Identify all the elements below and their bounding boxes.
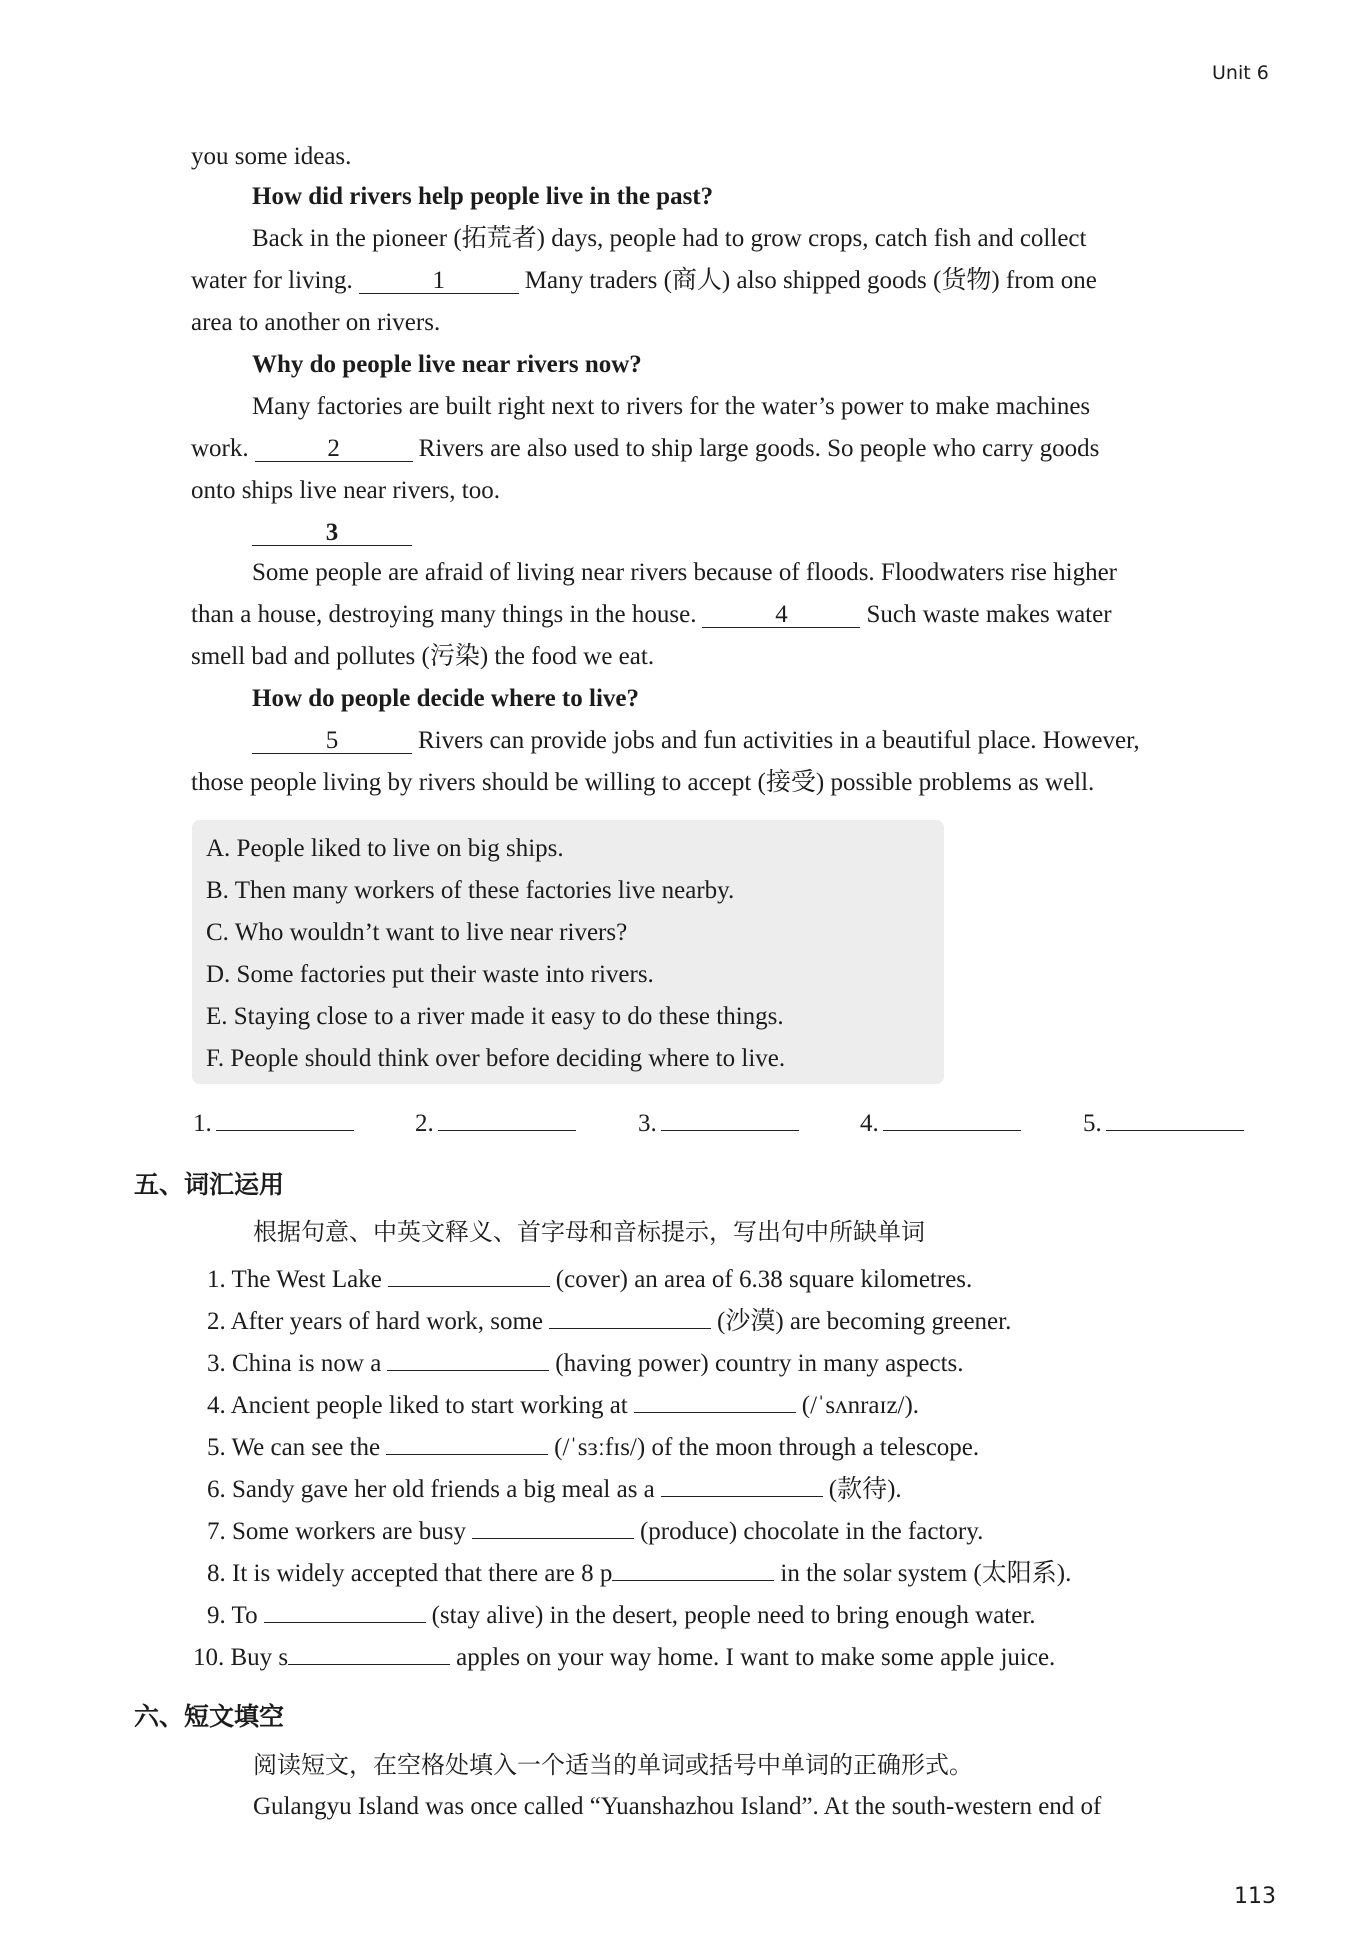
vocab-text: apples on your way home. I want to make some apple juice. xyxy=(456,1644,1056,1671)
answer-slot-2 xyxy=(415,1104,582,1139)
vocab-item xyxy=(207,1470,902,1505)
vocab-item xyxy=(207,1428,979,1463)
answer-field[interactable] xyxy=(438,1104,576,1131)
passage-heading-blank xyxy=(252,518,418,548)
vocab-text: (produce) chocolate in the factory. xyxy=(639,1518,984,1545)
answer-label: 5. xyxy=(1083,1110,1102,1137)
passage-line: Many factories are built right next to rivers for the water’s power to make machines xyxy=(252,393,1091,420)
passage-line xyxy=(191,434,1099,464)
vocab-blank[interactable] xyxy=(288,1638,450,1665)
vocab-text: 10. Buy s xyxy=(193,1644,289,1671)
answer-blank-4[interactable]: 4 xyxy=(702,601,860,628)
answer-label: 3. xyxy=(638,1110,657,1137)
answer-label: 1. xyxy=(193,1110,212,1137)
vocab-blank[interactable] xyxy=(387,1344,549,1371)
vocab-item xyxy=(207,1344,964,1379)
vocab-text: 6. Sandy gave her old friends a big meal as a xyxy=(207,1476,655,1503)
page-number: 113 xyxy=(1234,1884,1276,1909)
section-instruction: 阅读短文，在空格处填入一个适当的单词或括号中单词的正确形式。 xyxy=(253,1751,973,1779)
vocab-blank[interactable] xyxy=(612,1554,774,1581)
vocab-blank[interactable] xyxy=(472,1512,634,1539)
answer-blank-3[interactable]: 3 xyxy=(252,519,412,546)
vocab-item xyxy=(207,1512,983,1547)
vocab-item xyxy=(207,1554,1071,1589)
answer-field[interactable] xyxy=(1106,1104,1244,1131)
vocab-blank[interactable] xyxy=(549,1302,711,1329)
answer-label: 2. xyxy=(415,1110,434,1137)
passage-text: Rivers are also used to ship large goods. So people who carry goods xyxy=(418,435,1100,462)
passage-text: than a house, destroying many things in the house. xyxy=(191,601,697,628)
vocab-text: 4. Ancient people liked to start working at xyxy=(207,1392,628,1419)
answer-slot-3 xyxy=(638,1104,805,1139)
passage-line: Back in the pioneer (拓荒者) days, people had to grow crops, catch fish and collect xyxy=(252,225,1087,252)
passage-line xyxy=(191,600,1112,630)
vocab-blank[interactable] xyxy=(264,1596,426,1623)
vocab-text: (款待). xyxy=(828,1476,902,1503)
vocab-text: in the solar system (太阳系). xyxy=(780,1560,1072,1587)
passage-text: work. xyxy=(191,435,249,462)
answer-label: 4. xyxy=(860,1110,879,1137)
answer-field[interactable] xyxy=(883,1104,1021,1131)
answer-slot-4 xyxy=(860,1104,1027,1139)
option-a: A. People liked to live on big ships. xyxy=(206,835,564,862)
vocab-item xyxy=(193,1638,1055,1673)
passage-line: you some ideas. xyxy=(191,143,352,170)
vocab-item xyxy=(207,1386,919,1421)
vocab-text: 7. Some workers are busy xyxy=(207,1518,466,1545)
passage-line: smell bad and pollutes (污染) the food we eat. xyxy=(191,643,655,670)
section-title: 六、短文填空 xyxy=(134,1702,285,1731)
passage-line: onto ships live near rivers, too. xyxy=(191,477,500,504)
vocab-text: 8. It is widely accepted that there are 8 p xyxy=(207,1560,613,1587)
answer-blank-5[interactable]: 5 xyxy=(252,727,412,754)
vocab-text: (/ˈsɜːfɪs/) of the moon through a telescope. xyxy=(554,1434,980,1461)
passage-line xyxy=(252,726,1140,756)
answer-blank-2[interactable]: 2 xyxy=(255,435,413,462)
vocab-text: 5. We can see the xyxy=(207,1434,381,1461)
answer-field[interactable] xyxy=(216,1104,354,1131)
vocab-item xyxy=(207,1302,1011,1337)
passage-text: Rivers can provide jobs and fun activities in a beautiful place. However, xyxy=(418,727,1140,754)
vocab-text: (/ˈsʌnraɪz/). xyxy=(801,1392,920,1419)
passage-subheading: Why do people live near rivers now? xyxy=(252,351,642,378)
passage-text: Such waste makes water xyxy=(866,601,1112,628)
vocab-item xyxy=(207,1596,1036,1631)
unit-label: Unit 6 xyxy=(1212,62,1269,84)
answer-blank-1[interactable]: 1 xyxy=(359,267,519,294)
answer-slot-5 xyxy=(1083,1104,1250,1139)
answer-field[interactable] xyxy=(661,1104,799,1131)
option-f: F. People should think over before deciding where to live. xyxy=(206,1045,786,1072)
option-e: E. Staying close to a river made it easy to do these things. xyxy=(206,1003,784,1030)
passage-text: water for living. xyxy=(191,267,353,294)
vocab-blank[interactable] xyxy=(661,1470,823,1497)
vocab-text: 9. To xyxy=(207,1602,258,1629)
passage-line xyxy=(191,266,1097,296)
vocab-text: (stay alive) in the desert, people need to bring enough water. xyxy=(431,1602,1036,1629)
vocab-blank[interactable] xyxy=(386,1428,548,1455)
passage-line: those people living by rivers should be willing to accept (接受) possible problems as well. xyxy=(191,769,1095,796)
vocab-item xyxy=(207,1260,972,1295)
passage-line: area to another on rivers. xyxy=(191,309,441,336)
passage-line: Some people are afraid of living near rivers because of floods. Floodwaters rise higher xyxy=(252,559,1117,586)
vocab-text: 1. The West Lake xyxy=(207,1266,382,1293)
passage-text: Many traders (商人) also shipped goods (货物) from one xyxy=(524,267,1097,294)
section-instruction: 根据句意、中英文释义、首字母和音标提示，写出句中所缺单词 xyxy=(253,1218,925,1246)
answer-slot-1 xyxy=(193,1104,360,1139)
section-title: 五、词汇运用 xyxy=(134,1170,285,1199)
vocab-text: 2. After years of hard work, some xyxy=(207,1308,544,1335)
passage-line: Gulangyu Island was once called “Yuanshazhou Island”. At the south-western end of xyxy=(253,1793,1102,1820)
vocab-text: (cover) an area of 6.38 square kilometres. xyxy=(555,1266,973,1293)
passage-subheading: How did rivers help people live in the past? xyxy=(252,183,714,210)
vocab-text: 3. China is now a xyxy=(207,1350,382,1377)
option-b: B. Then many workers of these factories live nearby. xyxy=(206,877,735,904)
option-c: C. Who wouldn’t want to live near rivers? xyxy=(206,919,628,946)
vocab-text: (沙漠) are becoming greener. xyxy=(717,1308,1012,1335)
vocab-blank[interactable] xyxy=(634,1386,796,1413)
vocab-text: (having power) country in many aspects. xyxy=(555,1350,964,1377)
option-d: D. Some factories put their waste into rivers. xyxy=(206,961,654,988)
passage-subheading: How do people decide where to live? xyxy=(252,685,639,712)
vocab-blank[interactable] xyxy=(388,1260,550,1287)
